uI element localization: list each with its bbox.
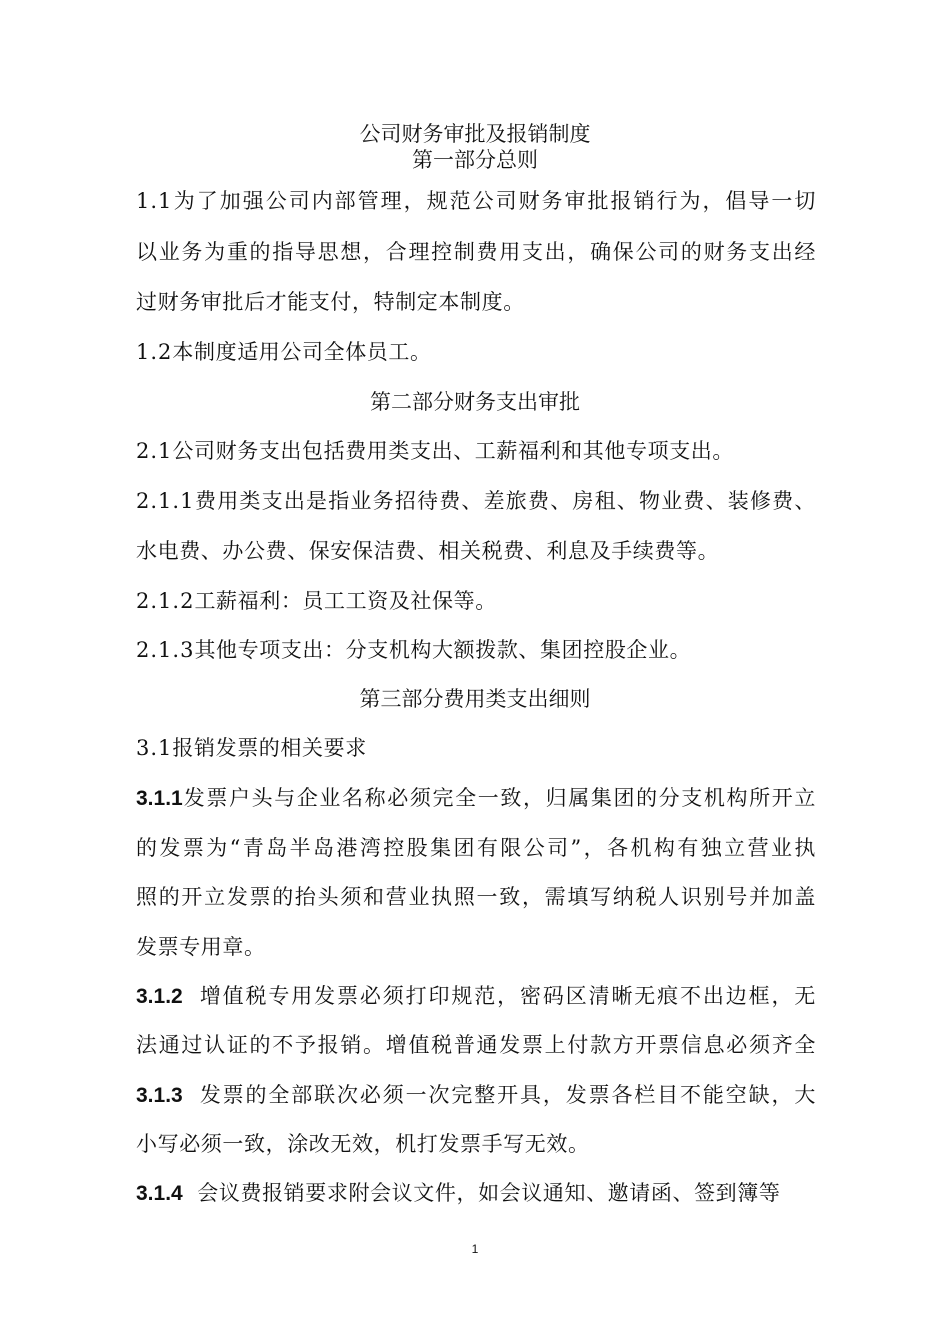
paragraph-line: [136, 882, 816, 912]
page-number: 1: [471, 1242, 479, 1256]
part2-heading: 第二部分财务支出审批: [370, 390, 580, 414]
clause-number: 2.1.2: [136, 589, 195, 613]
clause-number: 3.1.1: [136, 787, 183, 810]
clause-text: 照的开立发票的抬头须和营业执照一致，需填写纳税人识别号并加盖: [136, 885, 816, 909]
paragraph-line: [136, 436, 816, 466]
clause-number: 3.1.2: [136, 985, 183, 1008]
paragraph-line: [136, 1080, 816, 1111]
paragraph-line: [136, 1030, 816, 1060]
paragraph-line: [136, 635, 816, 665]
paragraph-line: [136, 186, 816, 216]
paragraph-line: [136, 536, 816, 566]
clause-text: 其他专项支出：分支机构大额拨款、集团控股企业。: [194, 638, 692, 662]
paragraph-line: [136, 733, 816, 763]
clause-text: 本制度适用公司全体员工。: [172, 340, 432, 364]
clause-text: 发票专用章。: [136, 935, 266, 959]
paragraph-line: [136, 237, 816, 267]
clause-text: 公司财务支出包括费用类支出、工薪福利和其他专项支出。: [172, 439, 735, 463]
clause-number: 3.1.4: [136, 1182, 183, 1205]
clause-text: 水电费、办公费、保安保洁费、相关税费、利息及手续费等。: [136, 539, 720, 563]
document-title: 公司财务审批及报销制度: [359, 122, 591, 146]
clause-text: 工薪福利：员工工资及社保等。: [194, 589, 497, 613]
clause-text: 法通过认证的不予报销。增值税普通发票上付款方开票信息必须齐全: [136, 1033, 816, 1057]
clause-text: 报销发票的相关要求: [172, 736, 367, 760]
paragraph-line: [136, 287, 816, 317]
paragraph-line: [136, 932, 816, 962]
clause-text: 发票的全部联次必须一次完整开具，发票各栏目不能空缺，大: [199, 1083, 816, 1107]
paragraph-line: [136, 586, 816, 616]
part1-heading: 第一部分总则: [412, 148, 538, 172]
paragraph-line: [136, 981, 816, 1012]
clause-number: 3.1: [136, 736, 173, 760]
paragraph-line: [136, 833, 816, 863]
clause-text: 会议费报销要求附会议文件，如会议通知、邀请函、签到簿等: [197, 1181, 781, 1205]
clause-text: 为了加强公司内部管理，规范公司财务审批报销行为，倡导一切: [172, 189, 816, 213]
paragraph-line: [136, 1129, 816, 1159]
clause-number: 1.1: [136, 189, 173, 213]
clause-number: 2.1.3: [136, 638, 195, 662]
paragraph-line: [136, 1178, 816, 1209]
clause-number: 2.1.1: [136, 489, 195, 513]
clause-text: 的发票为“青岛半岛港湾控股集团有限公司”，各机构有独立营业执: [136, 836, 816, 860]
clause-text: 小写必须一致，涂改无效，机打发票手写无效。: [136, 1132, 590, 1156]
paragraph-line: [136, 486, 816, 516]
paragraph-line: [136, 783, 816, 814]
clause-number: 1.2: [136, 340, 173, 364]
clause-text: 过财务审批后才能支付，特制定本制度。: [136, 290, 525, 314]
paragraph-line: [136, 337, 816, 367]
clause-text: 发票户头与企业名称必须完全一致，归属集团的分支机构所开立: [182, 786, 816, 810]
clause-text: 增值税专用发票必须打印规范，密码区清晰无痕不出边框，无: [199, 984, 816, 1008]
part3-heading: 第三部分费用类支出细则: [359, 687, 591, 711]
clause-number: 2.1: [136, 439, 173, 463]
clause-text: 以业务为重的指导思想，合理控制费用支出，确保公司的财务支出经: [136, 240, 816, 264]
clause-number: 3.1.3: [136, 1084, 183, 1107]
clause-text: 费用类支出是指业务招待费、差旅费、房租、物业费、装修费、: [194, 489, 816, 513]
